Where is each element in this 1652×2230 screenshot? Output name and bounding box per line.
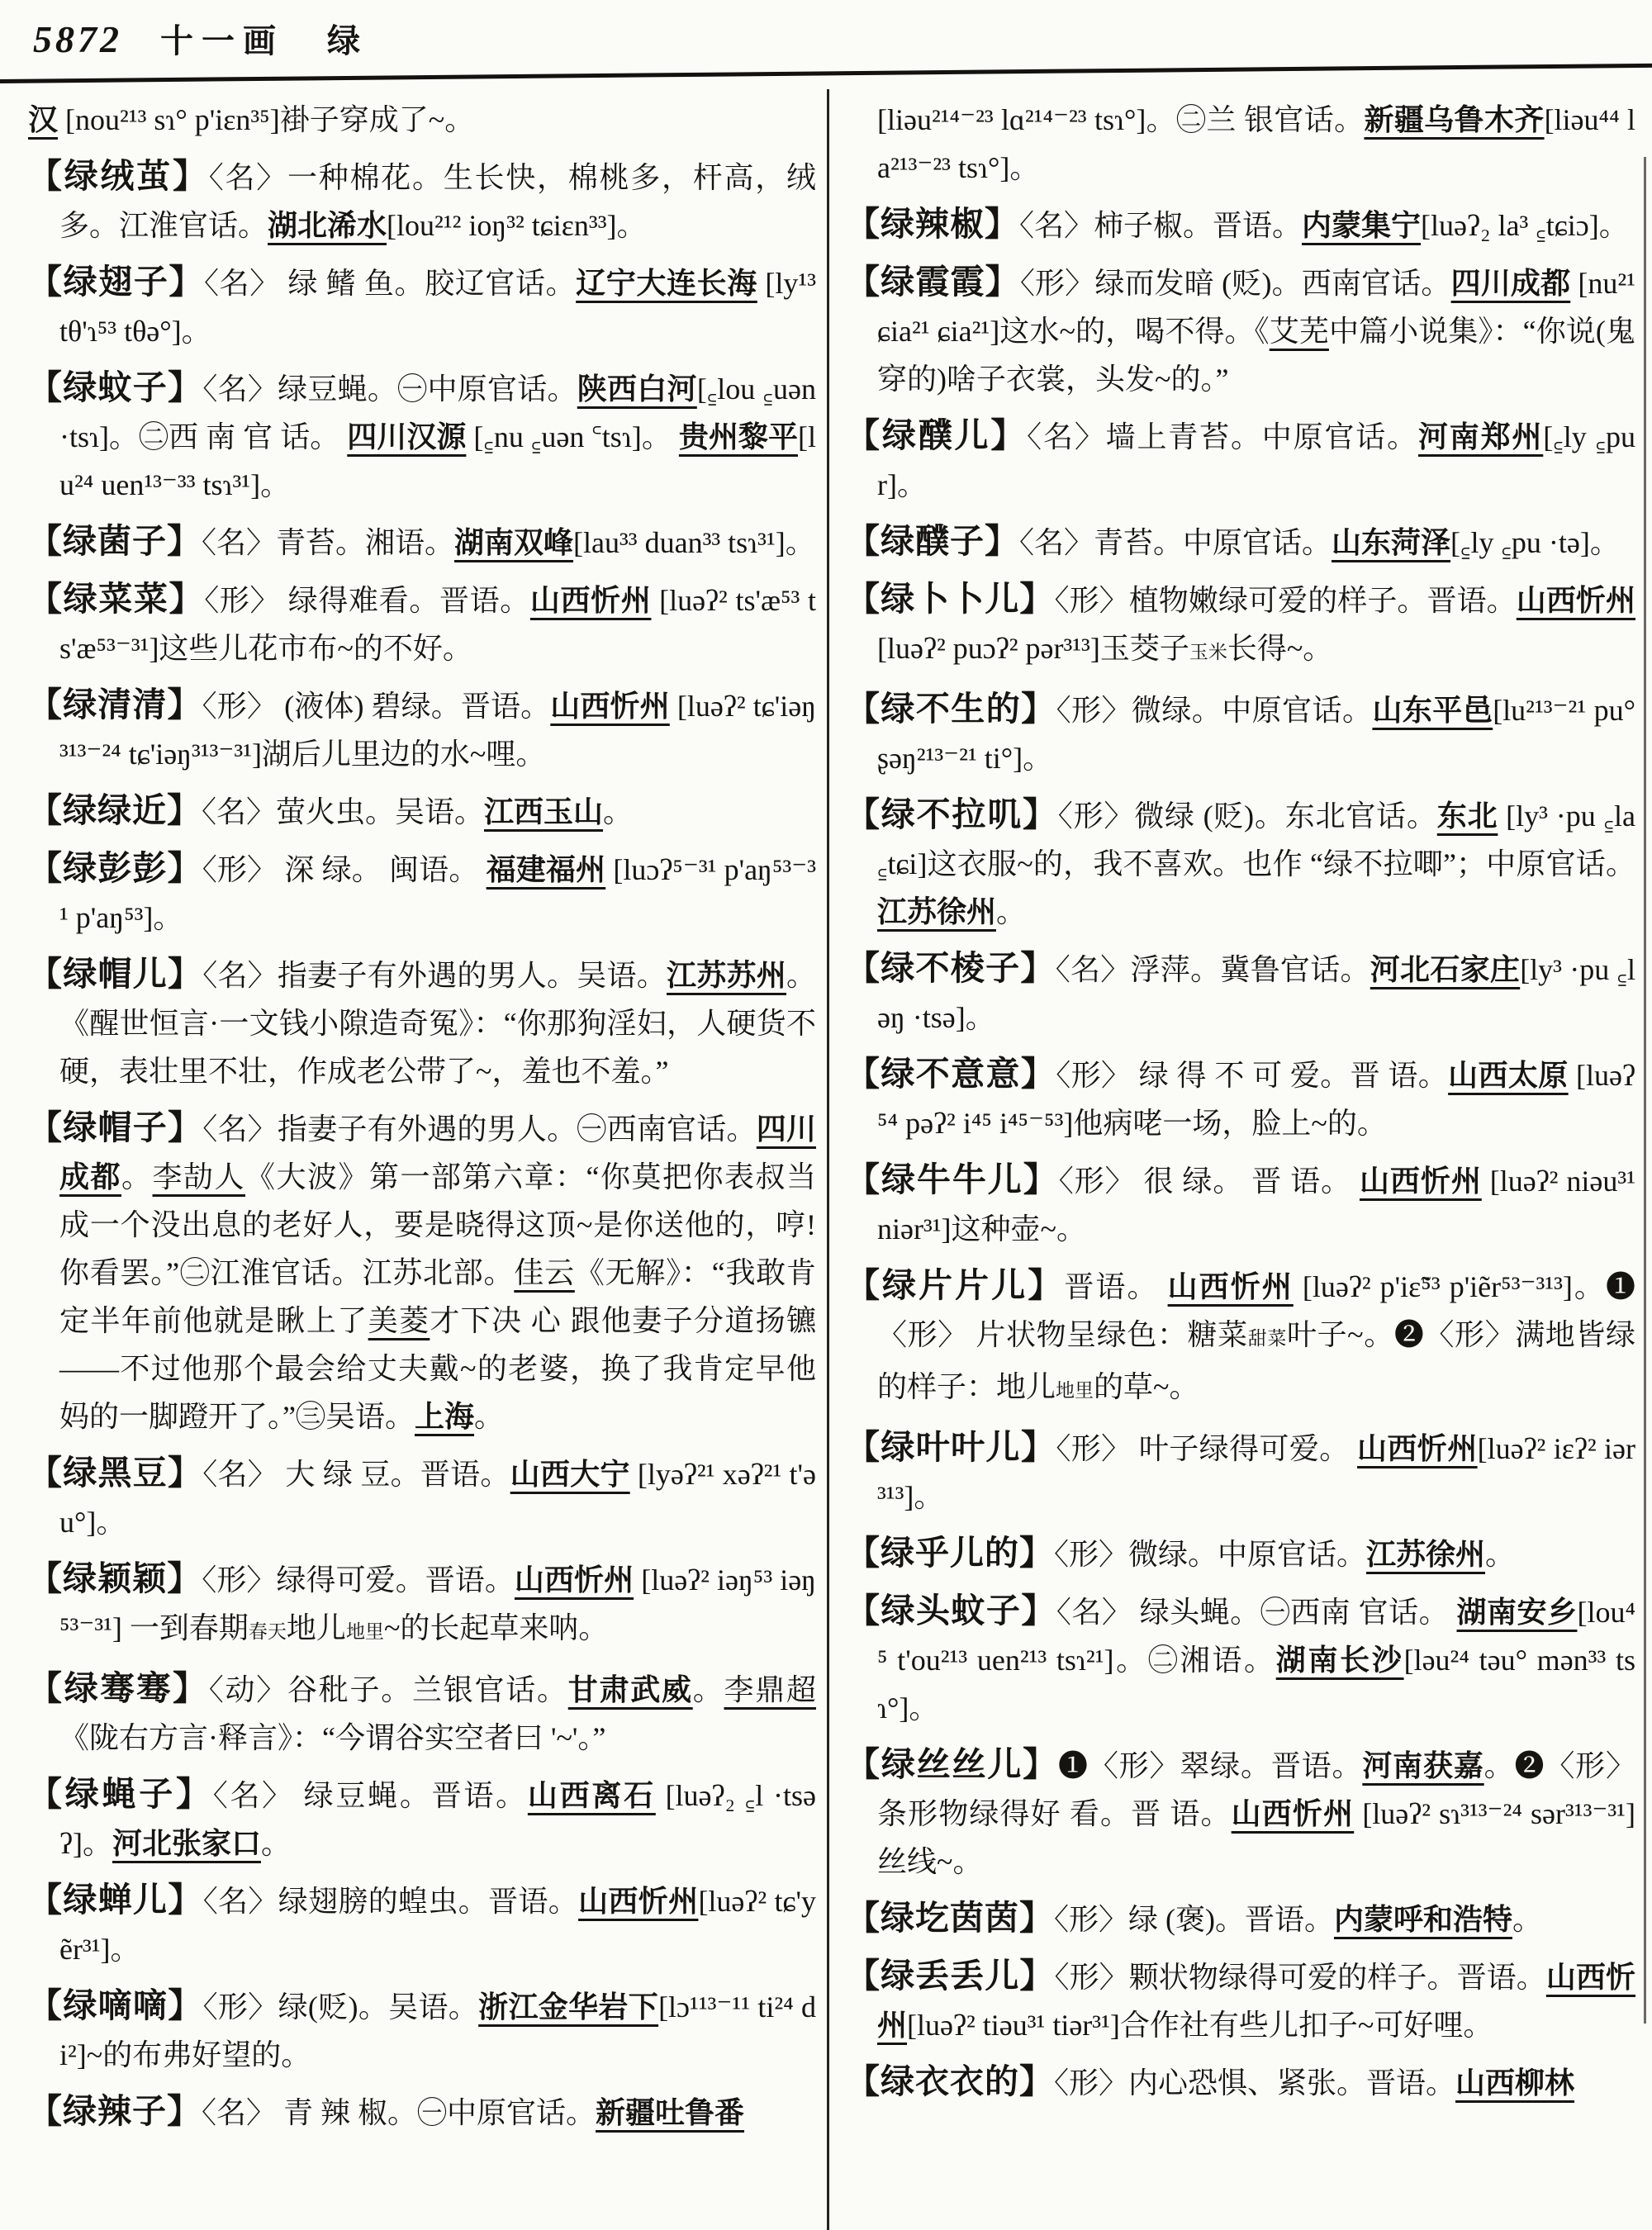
entry-text: [luəʔ² tɕ'iəŋ³¹³⁻²⁴ tɕ'iəŋ³¹³⁻³¹]湖后儿里边的水~哩。 [59, 690, 816, 771]
place-name: 福建福州 [486, 853, 606, 886]
dictionary-entry [846, 944, 1635, 1041]
place-name: 东北 [1436, 799, 1498, 833]
entry-headword: 【绿蝇子】 [28, 1775, 213, 1813]
entry-text: 〈名〉 绿豆蝇。晋语。 [212, 1779, 528, 1812]
place-name: 河北张家口 [112, 1827, 261, 1860]
entry-text: 。 [260, 1827, 291, 1860]
entry-headword: 【绿菜菜】 [28, 580, 205, 618]
place-name: 江苏徐州 [877, 895, 997, 928]
dictionary-entry [846, 411, 1635, 509]
entry-text: [luəʔ² tɕ'yẽr³¹]。 [59, 1885, 816, 1966]
entry-text: ❶〈形〉翠绿。晋语。 [1058, 1749, 1363, 1782]
entry-text: [luəʔ² iɛʔ² iər³¹³]。 [877, 1432, 1635, 1513]
entry-headword: 【绿不棱子】 [846, 949, 1056, 987]
dictionary-entry [28, 1554, 816, 1656]
entry-text: 〈形〉微绿 (贬)。东北官话。 [1057, 799, 1437, 833]
entry-headword: 【绿叶叶儿】 [846, 1428, 1056, 1466]
place-name: 江苏苏州 [667, 959, 786, 992]
dictionary-entry [28, 1664, 816, 1762]
place-name: 河南获嘉 [1362, 1749, 1484, 1782]
entry-text: [ləu²⁴ təu° mən³³ tsɿ°]。 [877, 1644, 1635, 1725]
dictionary-entry [28, 152, 816, 249]
entry-headword: 【绿绿近】 [28, 791, 202, 829]
entry-text: 〈形〉 很 绿。 晋 语。 [1058, 1165, 1360, 1198]
entry-text: [luəʔ² ts'æ⁵³ ts'æ⁵³⁻³¹]这些儿花市布~的不好。 [59, 584, 816, 665]
place-name: 山东菏泽 [1332, 526, 1451, 559]
gloss-small: 甜菜 [1247, 1328, 1287, 1349]
entry-text: 〈形〉 深 绿。 闽语。 [202, 853, 487, 886]
entry-text: [luɔʔ⁵⁻³¹ p'aŋ⁵³⁻³¹ p'aŋ⁵³]。 [59, 853, 817, 934]
entry-text: 〈动〉谷秕子。兰银官话。 [208, 1673, 568, 1706]
entry-text: 〈名〉一种棉花。生长快，棉桃多，杆高，绒多。江淮官话。 [59, 161, 816, 242]
entry-text: 〈形〉 (液体) 碧绿。晋语。 [202, 690, 551, 723]
entry-text: [nou²¹³ sɿ° p'iɛn³⁵]褂子穿成了~。 [58, 103, 475, 136]
entry-text: [luəʔ² sɿ³¹³⁻²⁴ sər³¹³⁻³¹]丝线~。 [877, 1797, 1635, 1878]
place-name: 新疆吐鲁番 [596, 2096, 745, 2129]
place-name: 江苏徐州 [1366, 1538, 1486, 1571]
place-name: 湖北浠水 [268, 209, 387, 242]
place-name: 汉 [28, 103, 59, 136]
dictionary-entry [28, 1103, 816, 1440]
dictionary-entry [846, 1587, 1635, 1732]
entry-headword: 【绿不意意】 [846, 1055, 1056, 1093]
entry-text: 。《醒世恒言·一文钱小隙造奇冤》：“你那狗淫妇，人硬货不硬，表壮里不壮，作成老公带了~，羞也不羞。” [59, 959, 816, 1088]
place-name: 新疆乌鲁木齐 [1364, 103, 1545, 136]
entry-headword: 【绿乎儿的】 [846, 1534, 1054, 1572]
entry-text: 〈形〉 绿得难看。晋语。 [204, 584, 530, 617]
entry-text: 中篇小说集》：“你说(鬼穿的)啥子衣裳，头发~的。” [877, 315, 1635, 396]
entry-text: 。 [121, 1160, 153, 1193]
entry-headword: 【绿圪茵茵】 [846, 1899, 1054, 1937]
dictionary-entry [28, 1449, 816, 1546]
place-name: 甘肃武威 [567, 1673, 693, 1706]
gloss-small: 地里 [345, 1621, 384, 1642]
dictionary-entry [846, 1894, 1635, 1943]
entry-text: [luəʔ² p'iɛ̃⁵³ p'iẽr⁵³⁻³¹³]。❶ 〈形〉 片状物呈绿色：糖菜 [877, 1270, 1635, 1351]
entry-text: 。 [692, 1673, 724, 1706]
entry-text: 〈名〉墙上青苔。中原官话。 [1027, 420, 1418, 453]
entry-text: [luəʔ² tiəu³¹ tiər³¹]合作社有些儿扣子~可好哩。 [907, 2009, 1493, 2042]
dictionary-entry [28, 96, 816, 144]
place-name: 河南郑州 [1417, 420, 1544, 453]
entry-text: 叶子~。❷〈形〉满地皆绿的样子：地儿 [877, 1318, 1636, 1403]
entry-text: [luəʔ₂ la³ ꜁tɕiɔ]。 [1421, 209, 1629, 242]
place-name: 山西柳林 [1455, 2066, 1575, 2100]
page-number: 5872 [33, 18, 122, 60]
entry-headword: 【绿卜卜儿】 [846, 580, 1055, 618]
entry-headword: 【绿蚊子】 [28, 368, 203, 406]
entry-text: 〈形〉内心恐惧、紧张。晋语。 [1054, 2066, 1456, 2100]
entry-headword: 【绿翅子】 [28, 263, 205, 301]
dictionary-entry [28, 786, 816, 836]
dictionary-entry [846, 685, 1635, 782]
entry-headword: 【绿帽儿】 [28, 955, 203, 993]
entry-text: 《大波》第一部第六章：“你莫把你表叔当成一个没出息的老好人，要是晓得这顶~是你送他的，哼!你看罢。”㊁江淮官话。江苏北部。 [59, 1160, 816, 1289]
entry-text: 〈名〉 青 辣 椒。㊀中原官话。 [202, 2096, 596, 2129]
entry-text: 。 [1512, 1903, 1543, 1936]
entry-text: 〈名〉青苔。中原官话。 [1019, 526, 1332, 559]
entry-text: 《陇右方言·释言》：“今谓谷实空者曰 '~'。” [59, 1721, 606, 1754]
place-name: 山西太原 [1448, 1059, 1569, 1092]
entry-text: 长得~。 [1227, 632, 1333, 665]
entry-headword: 【绿绒茧】 [28, 157, 209, 195]
entry-headword: 【绿嘀嘀】 [28, 1986, 203, 2024]
entry-text: 〈名〉柿子椒。晋语。 [1019, 209, 1303, 242]
entry-text: ~的长起草来呐。 [383, 1611, 609, 1644]
dictionary-entry [28, 258, 816, 355]
place-name: 上海 [414, 1400, 474, 1433]
entry-headword: 【绿颖颖】 [28, 1559, 202, 1597]
entry-headword: 【绿衣衣的】 [846, 2062, 1054, 2100]
entry-text: 〈形〉 叶子绿得可爱。 [1056, 1432, 1358, 1465]
entry-headword: 【绿头蚊子】 [846, 1592, 1056, 1630]
dictionary-entry [28, 575, 816, 672]
radical-section-title: 十一画 [160, 22, 284, 59]
entry-text: 〈形〉微绿。中原官话。 [1056, 694, 1373, 727]
place-name: 四川汉源 [347, 420, 467, 453]
dictionary-entry [846, 96, 1635, 192]
dictionary-entry [846, 517, 1635, 567]
dictionary-entry [28, 681, 816, 778]
entry-text: [꜁ly ꜁pu ·tə]。 [1450, 526, 1620, 559]
gloss-small: 春天 [248, 1621, 287, 1642]
entry-text: 。 [1485, 1538, 1516, 1571]
proper-name: 李鼎超 [724, 1673, 816, 1706]
entry-text: [꜁ly ꜁pur]。 [877, 420, 1635, 501]
right-column [846, 96, 1635, 2115]
entry-headword: 【绿丢丢儿】 [846, 1957, 1055, 1995]
dictionary-entry [28, 950, 816, 1095]
place-name: 山西忻州 [877, 1961, 1635, 2042]
entry-headword: 【绿辣子】 [28, 2092, 202, 2130]
place-name: 辽宁大连长海 [576, 267, 757, 300]
place-name: 山西忻州 [550, 690, 670, 723]
entry-text: 地儿 [286, 1611, 346, 1644]
place-name: 山西离石 [527, 1779, 656, 1812]
entry-headword: 【绿霞霞】 [846, 263, 1020, 301]
dictionary-entry [846, 575, 1635, 676]
entry-headword: 【绿黑豆】 [28, 1454, 203, 1492]
entry-text: 〈形〉绿得可爱。晋语。 [202, 1563, 515, 1597]
entry-headword: 【绿帽子】 [28, 1108, 203, 1146]
entry-text: [ly³ ·pu ꜁la ꜁tɕi]这衣服~的，我不喜欢。也作 “绿不拉唧”；中原官话。 [877, 799, 1635, 880]
dictionary-entry [846, 258, 1635, 403]
entry-headword: 【绿彭彭】 [28, 849, 202, 887]
entry-headword: 【绿片片儿】 [846, 1266, 1065, 1304]
entry-headword: 【绿清清】 [28, 686, 202, 724]
entry-text: [꜁lou ꜁uən ·tsɿ]。㊁西 南 官 话。 [59, 372, 816, 453]
place-name: 湖南双峰 [454, 526, 574, 559]
dictionary-entry [846, 1050, 1635, 1147]
place-name: 贵州黎平 [678, 420, 798, 453]
dictionary-entry [28, 1770, 816, 1867]
entry-text: 〈名〉萤火虫。吴语。 [202, 795, 485, 828]
place-name: 湖南安乡 [1456, 1596, 1578, 1629]
entry-headword: 【绿不拉叽】 [846, 795, 1058, 833]
gloss-small: 地里 [1056, 1380, 1094, 1401]
place-name: 山西忻州 [514, 1563, 634, 1597]
entry-text: [luəʔ² puɔʔ² pər³¹³]玉茭子 [877, 632, 1189, 665]
dictionary-entry [846, 1529, 1635, 1578]
section-character: 绿 [327, 22, 360, 59]
entry-text: 〈名〉青苔。湘语。 [202, 526, 455, 559]
dictionary-entry [846, 2057, 1635, 2107]
entry-text: 。❷〈形〉条形物绿得好 看。晋 语。 [877, 1749, 1635, 1830]
gloss-small: 玉米 [1189, 642, 1227, 662]
entry-text: 〈名〉 大 绿 豆。晋语。 [202, 1458, 510, 1491]
place-name: 河北石家庄 [1370, 953, 1521, 986]
place-name: 浙江金华岩下 [478, 1990, 659, 2024]
entry-text: [liəu⁴⁴ la²¹³⁻²³ tsɿ°]。 [877, 103, 1635, 184]
entry-text: 〈形〉 绿 得 不 可 爱。晋 语。 [1056, 1059, 1449, 1092]
entry-headword: 【绿醭儿】 [846, 416, 1028, 454]
place-name: 山西忻州 [1357, 1432, 1478, 1465]
entry-headword: 【绿辣椒】 [846, 205, 1019, 243]
entry-text: [lu²¹³⁻²¹ pu° ʂəŋ²¹³⁻²¹ ti°]。 [877, 694, 1635, 775]
entry-text: [꜁nu ꜁uən ꜂tsɿ]。 [466, 420, 679, 453]
dictionary-entry [28, 2087, 816, 2137]
entry-text: [luəʔ⁵⁴ pəʔ² i⁴⁵ i⁴⁵⁻⁵³]他病咾一场，脸上~的。 [877, 1059, 1635, 1140]
entry-text: [luəʔ² iəŋ⁵³ iəŋ⁵³⁻³¹] 一到春期 [59, 1563, 816, 1644]
place-name: 内蒙呼和浩特 [1333, 1903, 1512, 1936]
entry-text: [lu²⁴ uen¹³⁻³³ tsɿ³¹]。 [59, 420, 816, 501]
entry-headword: 【绿醭子】 [846, 522, 1019, 560]
dictionary-entry [846, 1155, 1635, 1253]
proper-name: 美菱 [368, 1304, 430, 1337]
entry-text: 晋语。 [1064, 1270, 1168, 1303]
dictionary-entry [846, 1261, 1635, 1415]
proper-name: 李劼人 [152, 1160, 245, 1193]
entry-text: 《无解》：“我敢肯定半年前他就是瞅上了 [59, 1256, 816, 1337]
dictionary-entry [28, 1981, 816, 2079]
left-column [28, 96, 816, 2145]
entry-text: 〈名〉 绿头蝇。㊀西南 官话。 [1056, 1596, 1457, 1629]
entry-text: 〈名〉绿翅膀的蝗虫。晋语。 [202, 1885, 579, 1918]
entry-text: 的草~。 [1094, 1370, 1199, 1403]
place-name: 山西忻州 [1516, 584, 1635, 617]
entry-text: [ly¹³ tθ'ɿ⁵³ tθə°]。 [59, 267, 816, 348]
dictionary-entry [846, 1952, 1635, 2049]
dictionary-entry [846, 790, 1635, 936]
entry-text: 。 [474, 1400, 505, 1433]
entry-text: 。 [603, 795, 634, 828]
entry-headword: 【绿骞骞】 [28, 1669, 209, 1707]
place-name: 四川成都 [1450, 267, 1571, 300]
place-name: 山西忻州 [1359, 1165, 1482, 1198]
entry-text: 〈名〉浮萍。冀鲁官话。 [1055, 953, 1370, 986]
proper-name: 佳云 [514, 1256, 575, 1289]
entry-text: 〈形〉颗状物绿得可爱的样子。晋语。 [1054, 1961, 1546, 1994]
entry-text: 〈名〉绿豆蝇。㊀中原官话。 [202, 372, 577, 406]
place-name: 山西大宁 [510, 1458, 630, 1491]
entry-text: 〈名〉 绿 鳍 鱼。胶辽官话。 [204, 267, 577, 300]
entry-text: 〈名〉指妻子有外遇的男人。吴语。 [202, 959, 667, 992]
entry-text: 〈形〉微绿。中原官话。 [1054, 1538, 1367, 1571]
place-name: 山西忻州 [578, 1885, 699, 1918]
entry-text: [liəu²¹⁴⁻²³ lɑ²¹⁴⁻²³ tsɿ°]。㊁兰 银官话。 [877, 103, 1365, 136]
entry-text: 〈名〉指妻子有外遇的男人。㊀西南官话。 [202, 1113, 757, 1146]
page-header [33, 15, 360, 73]
entry-headword: 【绿牛牛儿】 [846, 1160, 1059, 1198]
place-name: 江西玉山 [484, 795, 604, 828]
entry-text: [ly³ ·pu ꜁ləŋ ·tsə]。 [877, 953, 1635, 1034]
dictionary-entry [846, 1423, 1635, 1521]
place-name: 山西忻州 [1231, 1797, 1355, 1830]
entry-text: 〈形〉绿(贬)。吴语。 [202, 1990, 479, 2024]
entry-headword: 【绿丝丝儿】 [846, 1745, 1058, 1783]
column-divider [827, 89, 829, 2230]
dictionary-entry [28, 363, 816, 509]
entry-text: 〈形〉植物嫩绿可爱的样子。晋语。 [1054, 584, 1517, 617]
place-name: 四川成都 [59, 1113, 816, 1193]
entry-text: [lou⁴⁵ t'ou²¹³ uen²¹³ tsɿ²¹]。㊁湘语。 [877, 1596, 1635, 1677]
entry-text: [luəʔ₂ ꜁l ·tsəʔ]。 [59, 1779, 816, 1860]
entry-text: 〈形〉绿 (褒)。晋语。 [1054, 1903, 1334, 1936]
page-edge-line [1644, 157, 1646, 2024]
dictionary-entry [846, 200, 1635, 249]
entry-text: [luəʔ² niəu³¹ niər³¹]这种壶~。 [877, 1165, 1635, 1245]
entry-text: 。 [996, 895, 1027, 928]
entry-text: [lyəʔ²¹ xəʔ²¹ t'əu°]。 [59, 1458, 816, 1539]
place-name: 山西忻州 [1167, 1270, 1294, 1303]
dictionary-entry [28, 517, 816, 567]
place-name: 湖南长沙 [1275, 1644, 1404, 1677]
dictionary-entry [28, 844, 816, 942]
entry-text: [lau³³ duan³³ tsɿ³¹]。 [573, 526, 815, 559]
entry-text: [nu²¹ ɕia²¹ ɕia²¹]这水~的，喝不得。《 [877, 267, 1635, 348]
place-name: 山东平邑 [1372, 694, 1493, 727]
place-name: 山西忻州 [529, 584, 652, 617]
entry-text: [lou²¹² ioŋ³² tɕiɛn³³]。 [387, 209, 647, 242]
place-name: 内蒙集宁 [1302, 209, 1422, 242]
entry-text: 才下决 心 跟他妻子分道扬镳——不过他那个最会给丈夫戴~的老婆，换了我肯定早他妈的一脚蹬开了。”㊂吴语。 [59, 1304, 816, 1433]
entry-headword: 【绿不生的】 [846, 690, 1056, 728]
entry-text: 〈形〉绿而发暗 (贬)。西南官话。 [1019, 267, 1451, 300]
dictionary-entry [846, 1740, 1635, 1886]
place-name: 陕西白河 [577, 372, 697, 406]
dictionary-entry [28, 1876, 816, 1973]
entry-text: [lɔ¹¹³⁻¹¹ ti²⁴ di²]~的布弗好望的。 [59, 1990, 816, 2071]
entry-headword: 【绿菌子】 [28, 522, 202, 560]
entry-headword: 【绿蝉儿】 [28, 1881, 203, 1919]
proper-name: 艾芜 [1269, 315, 1329, 348]
